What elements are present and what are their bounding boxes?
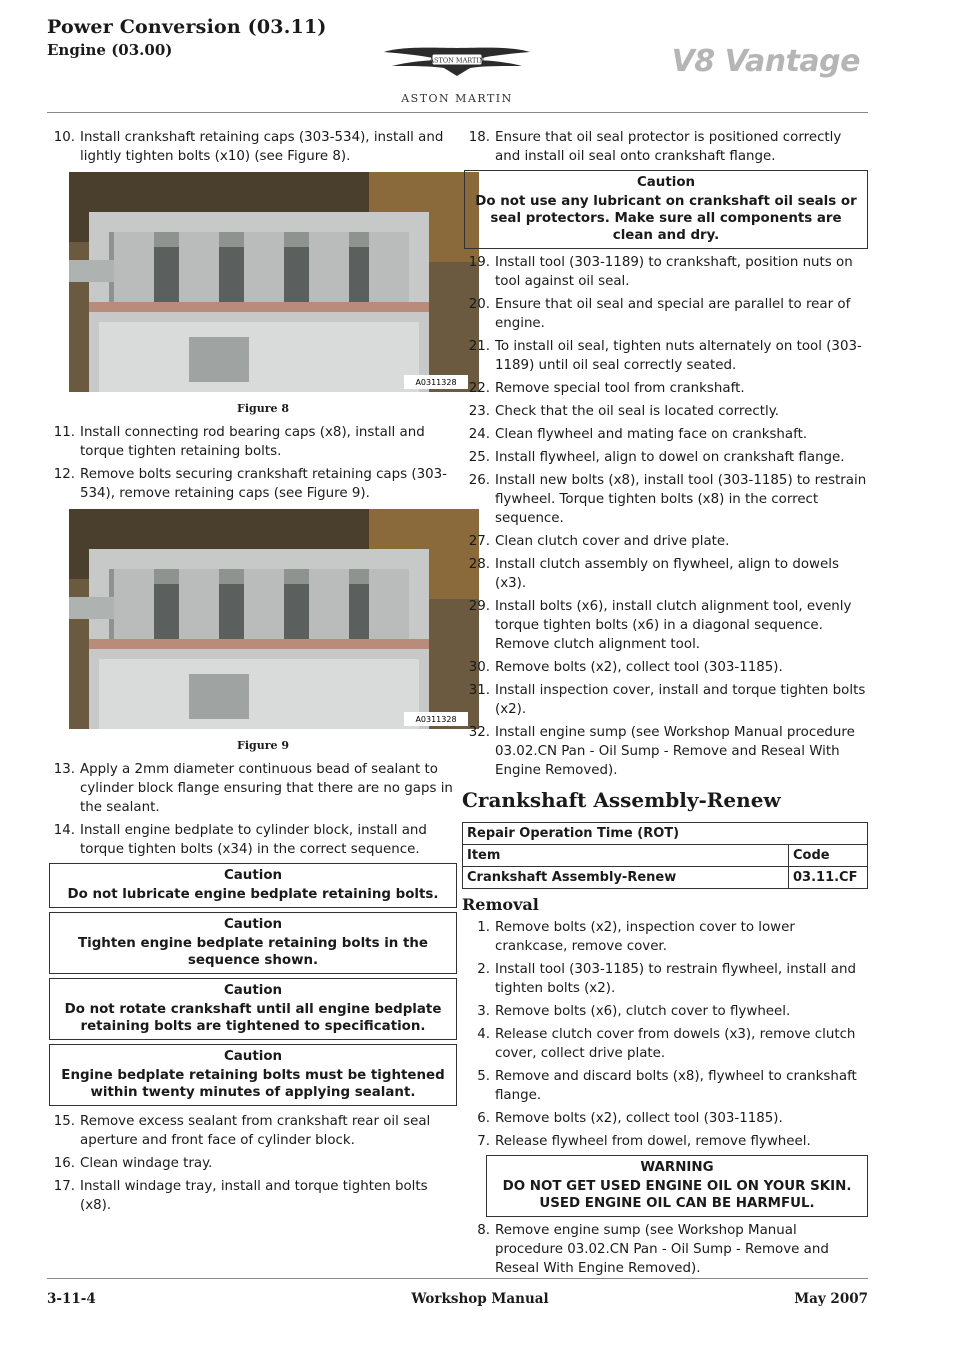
column-header-code: Code	[789, 845, 868, 867]
step-number: 13.	[53, 762, 75, 777]
list-item	[47, 128, 457, 166]
step-text: Install clutch assembly on flywheel, align to dowels (x3).	[495, 557, 839, 591]
list-item	[462, 960, 868, 998]
caution-heading: Caution	[223, 1049, 283, 1064]
caution-heading: Caution	[223, 868, 283, 883]
list-item	[462, 1002, 868, 1021]
warning-box	[486, 1155, 868, 1217]
step-text: Install bolts (x6), install clutch alignment tool, evenly torque tighten bolts (x6) in a diagonal sequence. Remove clutch alignment tool.	[495, 599, 852, 652]
step-number: 17.	[53, 1179, 75, 1194]
step-text: Clean windage tray.	[80, 1156, 213, 1171]
step-text: Remove and discard bolts (x8), flywheel to crankshaft flange.	[495, 1069, 857, 1103]
step-text: Remove bolts (x2), collect tool (303-1185).	[495, 660, 783, 675]
list-item	[462, 658, 868, 677]
step-number: 1.	[477, 920, 490, 935]
step-number: 15.	[53, 1114, 75, 1129]
step-number: 31.	[468, 683, 490, 698]
step-number: 16.	[53, 1156, 75, 1171]
list-item	[462, 425, 868, 444]
step-text: Remove special tool from crankshaft.	[495, 381, 745, 396]
figure-caption: Figure 9	[237, 739, 289, 752]
list-item	[462, 128, 868, 166]
page-number: 3-11-4	[47, 1291, 96, 1307]
list-item	[462, 723, 868, 780]
steps-19-32	[462, 253, 868, 780]
step-number: 32.	[468, 725, 490, 740]
step-number: 14.	[53, 823, 75, 838]
right-column	[462, 128, 868, 1282]
step-number: 4.	[477, 1027, 490, 1042]
step-text: Remove bolts (x2), collect tool (303-1185).	[495, 1111, 783, 1126]
step-number: 24.	[468, 427, 490, 442]
steps-13-14	[47, 760, 457, 859]
header-divider	[47, 112, 868, 113]
step-text: Install flywheel, align to dowel on crankshaft flange.	[495, 450, 845, 465]
step-number: 26.	[468, 473, 490, 488]
section-subtitle: Engine (03.00)	[47, 41, 173, 59]
step-text: Apply a 2mm diameter continuous bead of sealant to cylinder block flange ensuring that there are no gaps in the sealant.	[80, 762, 453, 815]
brand-name: ASTON MARTIN	[401, 92, 513, 105]
table-title-row	[463, 823, 868, 845]
list-item	[462, 1132, 868, 1151]
step-text: Install crankshaft retaining caps (303-534), install and lightly tighten bolts (x10) (see Figure 8).	[80, 130, 444, 164]
rot-table	[462, 822, 868, 889]
steps-10	[47, 128, 457, 166]
step-number: 21.	[468, 339, 490, 354]
list-item	[462, 532, 868, 551]
step-number: 8.	[477, 1223, 490, 1238]
figure-9	[47, 509, 457, 752]
step-text: Install windage tray, install and torque tighten bolts (x8).	[80, 1179, 428, 1213]
step-number: 27.	[468, 534, 490, 549]
figure-8	[47, 172, 457, 415]
table-cell-item: Crankshaft Assembly-Renew	[463, 867, 789, 889]
caution-text: Do not rotate crankshaft until all engine bedplate retaining bolts are tightened to specification.	[64, 1002, 442, 1034]
step-number: 3.	[477, 1004, 490, 1019]
model-logo: V8 Vantage	[671, 44, 860, 79]
list-item	[462, 337, 868, 375]
steps-15-17	[47, 1112, 457, 1215]
list-item	[47, 1154, 457, 1173]
list-item	[47, 1177, 457, 1215]
table-title: Repair Operation Time (ROT)	[463, 823, 868, 845]
step-number: 18.	[468, 130, 490, 145]
step-text: Remove engine sump (see Workshop Manual procedure 03.02.CN Pan - Oil Sump - Remove and Reseal With Engine Removed).	[495, 1223, 829, 1276]
step-number: 12.	[53, 467, 75, 482]
removal-heading: Removal	[462, 895, 539, 914]
warning-line-1: DO NOT GET USED ENGINE OIL ON YOUR SKIN.	[502, 1179, 852, 1194]
table-row	[463, 867, 868, 889]
list-item	[462, 1221, 868, 1278]
caution-heading: Caution	[223, 917, 283, 932]
steps-11-12	[47, 423, 457, 503]
caution-box	[49, 1044, 457, 1106]
engine-crankshaft-photo	[69, 509, 479, 729]
figure-code: A0311328	[415, 715, 457, 724]
table-cell-code: 03.11.CF	[789, 867, 868, 889]
step-text: Install inspection cover, install and torque tighten bolts (x2).	[495, 683, 866, 717]
engine-crankshaft-photo	[69, 172, 479, 392]
step-number: 22.	[468, 381, 490, 396]
list-item	[47, 1112, 457, 1150]
step-number: 20.	[468, 297, 490, 312]
publication-date: May 2007	[794, 1291, 868, 1307]
step-number: 5.	[477, 1069, 490, 1084]
figure-caption: Figure 8	[237, 402, 289, 415]
left-column	[47, 128, 457, 1219]
list-item	[462, 1025, 868, 1063]
step-number: 28.	[468, 557, 490, 572]
list-item	[462, 918, 868, 956]
step-number: 30.	[468, 660, 490, 675]
step-text: Install tool (303-1185) to restrain flywheel, install and tighten bolts (x2).	[495, 962, 856, 996]
list-item	[462, 402, 868, 421]
step-number: 10.	[53, 130, 75, 145]
list-item	[47, 821, 457, 859]
list-item	[462, 681, 868, 719]
step-number: 19.	[468, 255, 490, 270]
list-item	[462, 295, 868, 333]
step-text: Check that the oil seal is located correctly.	[495, 404, 779, 419]
list-item	[47, 423, 457, 461]
list-item	[462, 448, 868, 467]
step-number: 7.	[477, 1134, 490, 1149]
list-item	[462, 253, 868, 291]
step-text: Install connecting rod bearing caps (x8), install and torque tighten retaining bolts.	[80, 425, 425, 459]
step-number: 11.	[53, 425, 75, 440]
list-item	[47, 760, 457, 817]
caution-heading: Caution	[636, 175, 696, 190]
manual-title: Workshop Manual	[411, 1291, 549, 1307]
footer-divider	[47, 1278, 868, 1279]
list-item	[462, 597, 868, 654]
step-text: Remove excess sealant from crankshaft rear oil seal aperture and front face of cylinder block.	[80, 1114, 431, 1148]
warning-heading: WARNING	[640, 1160, 714, 1175]
step-text: Install engine sump (see Workshop Manual procedure 03.02.CN Pan - Oil Sump - Remove and Reseal With Engine Removed).	[495, 725, 855, 778]
caution-text: Tighten engine bedplate retaining bolts in the sequence shown.	[77, 936, 429, 968]
step-text: Install engine bedplate to cylinder block, install and torque tighten bolts (x34) in the correct sequence.	[80, 823, 427, 857]
step-text: Remove bolts securing crankshaft retaining caps (303-534), remove retaining caps (see Figure 9).	[80, 467, 447, 501]
figure-code: A0311328	[415, 378, 457, 387]
step-text: Remove bolts (x2), inspection cover to lower crankcase, remove cover.	[495, 920, 795, 954]
step-number: 23.	[468, 404, 490, 419]
section-title: Power Conversion (03.11)	[47, 16, 327, 38]
step-text: Clean clutch cover and drive plate.	[495, 534, 730, 549]
step-number: 2.	[477, 962, 490, 977]
caution-heading: Caution	[223, 983, 283, 998]
list-item	[462, 1067, 868, 1105]
step-text: Ensure that oil seal and special are parallel to rear of engine.	[495, 297, 851, 331]
step-text: Release flywheel from dowel, remove flywheel.	[495, 1134, 811, 1149]
list-item	[462, 379, 868, 398]
logo-text: ASTON MARTIN	[429, 56, 485, 65]
list-item	[47, 465, 457, 503]
warning-line-2: USED ENGINE OIL CAN BE HARMFUL.	[539, 1196, 815, 1211]
caution-text: Engine bedplate retaining bolts must be tightened within twenty minutes of applying sealant.	[61, 1068, 445, 1100]
step-text: Install new bolts (x8), install tool (303-1185) to restrain flywheel. Torque tighten bolts (x8) in the correct sequence.	[495, 473, 867, 526]
step-text: Install tool (303-1189) to crankshaft, position nuts on tool against oil seal.	[495, 255, 853, 289]
step-text: Remove bolts (x6), clutch cover to flywheel.	[495, 1004, 791, 1019]
list-item	[462, 471, 868, 528]
step-text: Release clutch cover from dowels (x3), remove clutch cover, collect drive plate.	[495, 1027, 856, 1061]
caution-text: Do not lubricate engine bedplate retaining bolts.	[67, 887, 439, 902]
table-header-row	[463, 845, 868, 867]
list-item	[462, 1109, 868, 1128]
step-number: 6.	[477, 1111, 490, 1126]
step-text: Clean flywheel and mating face on crankshaft.	[495, 427, 808, 442]
caution-box	[49, 978, 457, 1040]
procedure-heading: Crankshaft Assembly-Renew	[462, 788, 781, 812]
caution-box	[49, 912, 457, 974]
removal-steps	[462, 918, 868, 1151]
step-text: To install oil seal, tighten nuts alternately on tool (303-1189) until oil seal correctly seated.	[495, 339, 862, 373]
step-text: Ensure that oil seal protector is positioned correctly and install oil seal onto crankshaft flange.	[495, 130, 842, 164]
column-header-item: Item	[463, 845, 789, 867]
caution-box	[49, 863, 457, 908]
step-number: 25.	[468, 450, 490, 465]
step-number: 29.	[468, 599, 490, 614]
caution-text: Do not use any lubricant on crankshaft oil seals or seal protectors. Make sure all components are clean and dry.	[475, 194, 857, 243]
list-item	[462, 555, 868, 593]
caution-box	[464, 170, 868, 249]
